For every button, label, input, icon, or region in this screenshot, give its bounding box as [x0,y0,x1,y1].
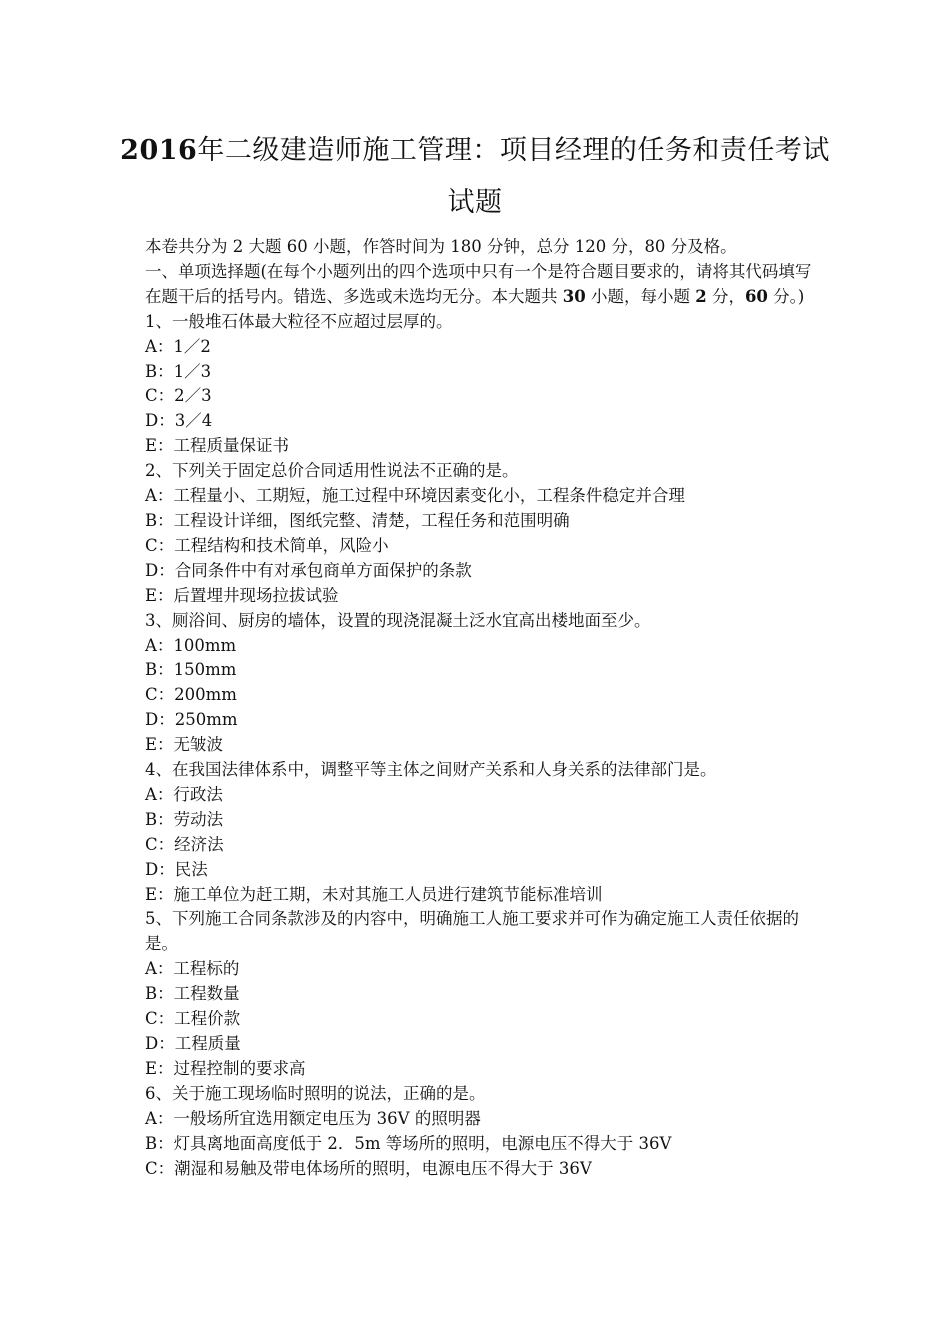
question-5-stem: 5、下列施工合同条款涉及的内容中，明确施工人施工要求并可作为确定施工人责任依据的是。 [145,909,799,954]
title-year: 2016 [120,135,198,166]
question-5-option-a: A：工程标的 [145,959,240,979]
question-3-option-e: E：无皱波 [145,735,224,755]
question-4-option-c: C：经济法 [145,834,224,854]
question-4-stem: 4、在我国法律体系中，调整平等主体之间财产关系和人身关系的法律部门是。 [145,760,717,780]
question-4-option-e: E：施工单位为赶工期，未对其施工人员进行建筑节能标准培训 [145,884,603,904]
intro-paragraph: 本卷共分为 2 大题 60 小题，作答时间为 180 分钟，总分 120 分，80 分及格。 [145,237,737,256]
question-3-stem: 3、厕浴间、厨房的墙体，设置的现浇混凝土泛水宜高出楼地面至少。 [145,610,651,630]
document-title-line2: 试题 [447,187,503,218]
question-6-stem: 6、关于施工现场临时照明的说法，正确的是。 [145,1083,486,1103]
question-1-stem: 1、一般堆石体最大粒径不应超过层厚的。 [145,311,453,331]
question-6-option-b: B：灯具离地面高度低于 2．5m 等场所的照明，电源电压不得大于 36V [145,1133,672,1153]
question-5-option-b: B：工程数量 [145,984,240,1004]
question-2-option-a: A：工程量小、工期短，施工过程中环境因素变化小，工程条件稳定并合理 [145,486,685,506]
question-4-option-d: D：民法 [145,859,208,879]
question-1-option-b: B：1／3 [145,361,212,381]
question-3-option-a: A：100mm [145,635,237,655]
question-3-option-d: D：250mm [145,710,238,730]
question-6-option-c: C：潮湿和易触及带电体场所的照明，电源电压不得大于 36V [145,1158,592,1178]
question-4-option-a: A：行政法 [145,784,223,804]
question-1-option-d: D：3／4 [145,411,213,431]
question-5-option-e: E：过程控制的要求高 [145,1058,306,1078]
document-body [145,235,815,1181]
question-5-option-d: D：工程质量 [145,1034,241,1053]
question-1-option-e: E：工程质量保证书 [145,436,290,456]
question-5-option-c: C：工程价款 [145,1009,241,1029]
question-4-option-b: B：劳动法 [145,809,224,829]
question-2-option-e: E：后置埋井现场拉拔试验 [145,585,339,605]
question-1-option-c: C：2／3 [145,386,212,406]
document-title [0,134,950,168]
question-3-option-b: B：150mm [145,660,237,680]
question-2-stem: 2、下列关于固定总价合同适用性说法不正确的是。 [145,461,519,481]
title-text: 年二级建造师施工管理：项目经理的任务和责任考试 [197,135,830,166]
question-2-option-b: B：工程设计详细，图纸完整、清楚，工程任务和范围明确 [145,510,570,530]
question-3-option-c: C：200mm [145,685,237,705]
question-2-option-c: C：工程结构和技术简单，风险小 [145,535,389,555]
question-6-option-a: A：一般场所宜选用额定电压为 36V 的照明器 [145,1108,481,1128]
question-1-option-a: A：1／2 [145,336,211,356]
section-instructions: 一、单项选择题(在每个小题列出的四个选项中只有一个是符合题目要求的，请将其代码填写在题干后的括号内。错选、多选或未选均无分。本大题共 30 小题，每小题 2 分，60 分。) [145,261,812,306]
question-2-option-d: D：合同条件中有对承包商单方面保护的条款 [145,560,472,580]
